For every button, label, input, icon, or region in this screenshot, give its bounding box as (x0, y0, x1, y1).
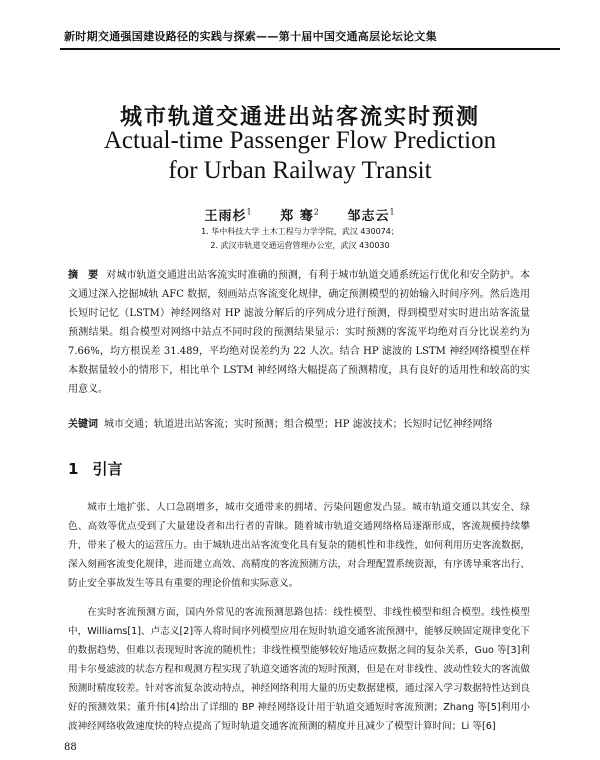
author-name: 郑 骞 (280, 209, 314, 224)
header-rule (60, 48, 560, 50)
author-affil-mark: 1 (246, 207, 253, 217)
page-number: 88 (64, 742, 77, 753)
section-number: 1 (68, 460, 79, 478)
running-header: 新时期交通强国建设路径的实践与探索——第十届中国交通高层论坛论文集 (64, 30, 437, 43)
affiliation: 2. 武汉市轨道交通运营管理办公室，武汉 430030 (210, 241, 390, 250)
author-list (0, 205, 600, 224)
body-paragraph: 在实时客流预测方面，国内外常见的客流预测思路包括：线性模型、非线性模型和组合模型。线性模型中，Williams[1]、卢志义[2]等人将时间序列模型应用在短时轨道交通客流预测中，能够反映固定规律变化下的数据趋势，但难以表现短时客流的随机性；非线性模型能够较好地适应数据之间的复杂关系，Guo 等[3]利用卡尔曼滤波的状态方程和观测方程实现了轨道交通客流的短时预测，但是在对非线性、波动性较大的客流做预测时精度较差。针对客流复杂波动特点，神经网络利用大量的历史数据建模，通过深入学习数据特性达到良好的预测效果；董升伟[4]给出了详细的 BP 神经网络设计用于轨道交通短时客流预测；Zhang 等[5]利用小波神经网络收敛速度快的特点提高了短时轨道交通客流预测的精度并且减少了模型计算时间；Li 等[6] (68, 607, 530, 732)
keywords-label: 关键词 (68, 419, 98, 430)
section-heading (68, 458, 122, 479)
paper-title-en-line2: for Urban Railway Transit (168, 157, 432, 184)
author-affil-mark: 1 (389, 207, 396, 217)
paper-title-en-line1: Actual-time Passenger Flow Prediction (103, 127, 497, 154)
abstract-text: 对城市轨道交通进出站客流实时准确的预测，有利于城市轨道交通系统运行优化和安全防护。本文通过深入挖掘城轨 AFC 数据，刻画站点客流变化规律，确定预测模型的初始输入时间序列。然后选用长短时记忆（LSTM）神经网络对 HP 滤波分解后的序列成分进行预测，得到模型对实时进出站客流量预测结果。组合模型对网络中站点不同时段的预测结果显示：实时预测的客流平均绝对百分比误差约为 7.66%，均方根误差 31.489，平均绝对误差约为 22 人次。结合 HP 滤波的 LSTM 神经网络模型在样本数据量较小的情形下，相比单个 LSTM 神经网络大幅提高了预测精度，具有良好的适用性和较高的实用意义。 (68, 270, 531, 395)
body-paragraph: 城市土地扩张、人口急剧增多，城市交通带来的拥堵、污染问题愈发凸显。城市轨道交通以其安全、绿色、高效等优点受到了大量建设者和出行者的青睐。随着城市轨道交通网络格局逐渐形成，客流规模持续攀升，带来了极大的运营压力。由于城轨进出站客流变化具有复杂的随机性和非线性，如何利用历史客流数据，深入刻画客流变化规律，进而建立高效、高精度的客流预测方法，对合理配置系统资源，有序诱导乘客出行、防止安全事故发生等具有重要的理论价值和实际意义。 (68, 502, 530, 589)
author-name: 王雨杉 (204, 209, 247, 224)
keywords-text: 城市交通；轨道进出站客流；实时预测；组合模型；HP 滤波技术；长短时记忆神经网络 (104, 419, 493, 430)
author-name: 邹志云 (347, 209, 390, 224)
paper-title-zh: 城市轨道交通进出站客流实时预测 (119, 105, 480, 130)
abstract-label: 摘 要 (68, 270, 99, 281)
section-title: 引言 (92, 460, 123, 478)
abstract (68, 266, 530, 399)
author-affil-mark: 2 (313, 207, 320, 217)
keywords (68, 416, 530, 434)
affiliation: 1. 华中科技大学 土木工程与力学学院，武汉 430074； (201, 227, 399, 236)
